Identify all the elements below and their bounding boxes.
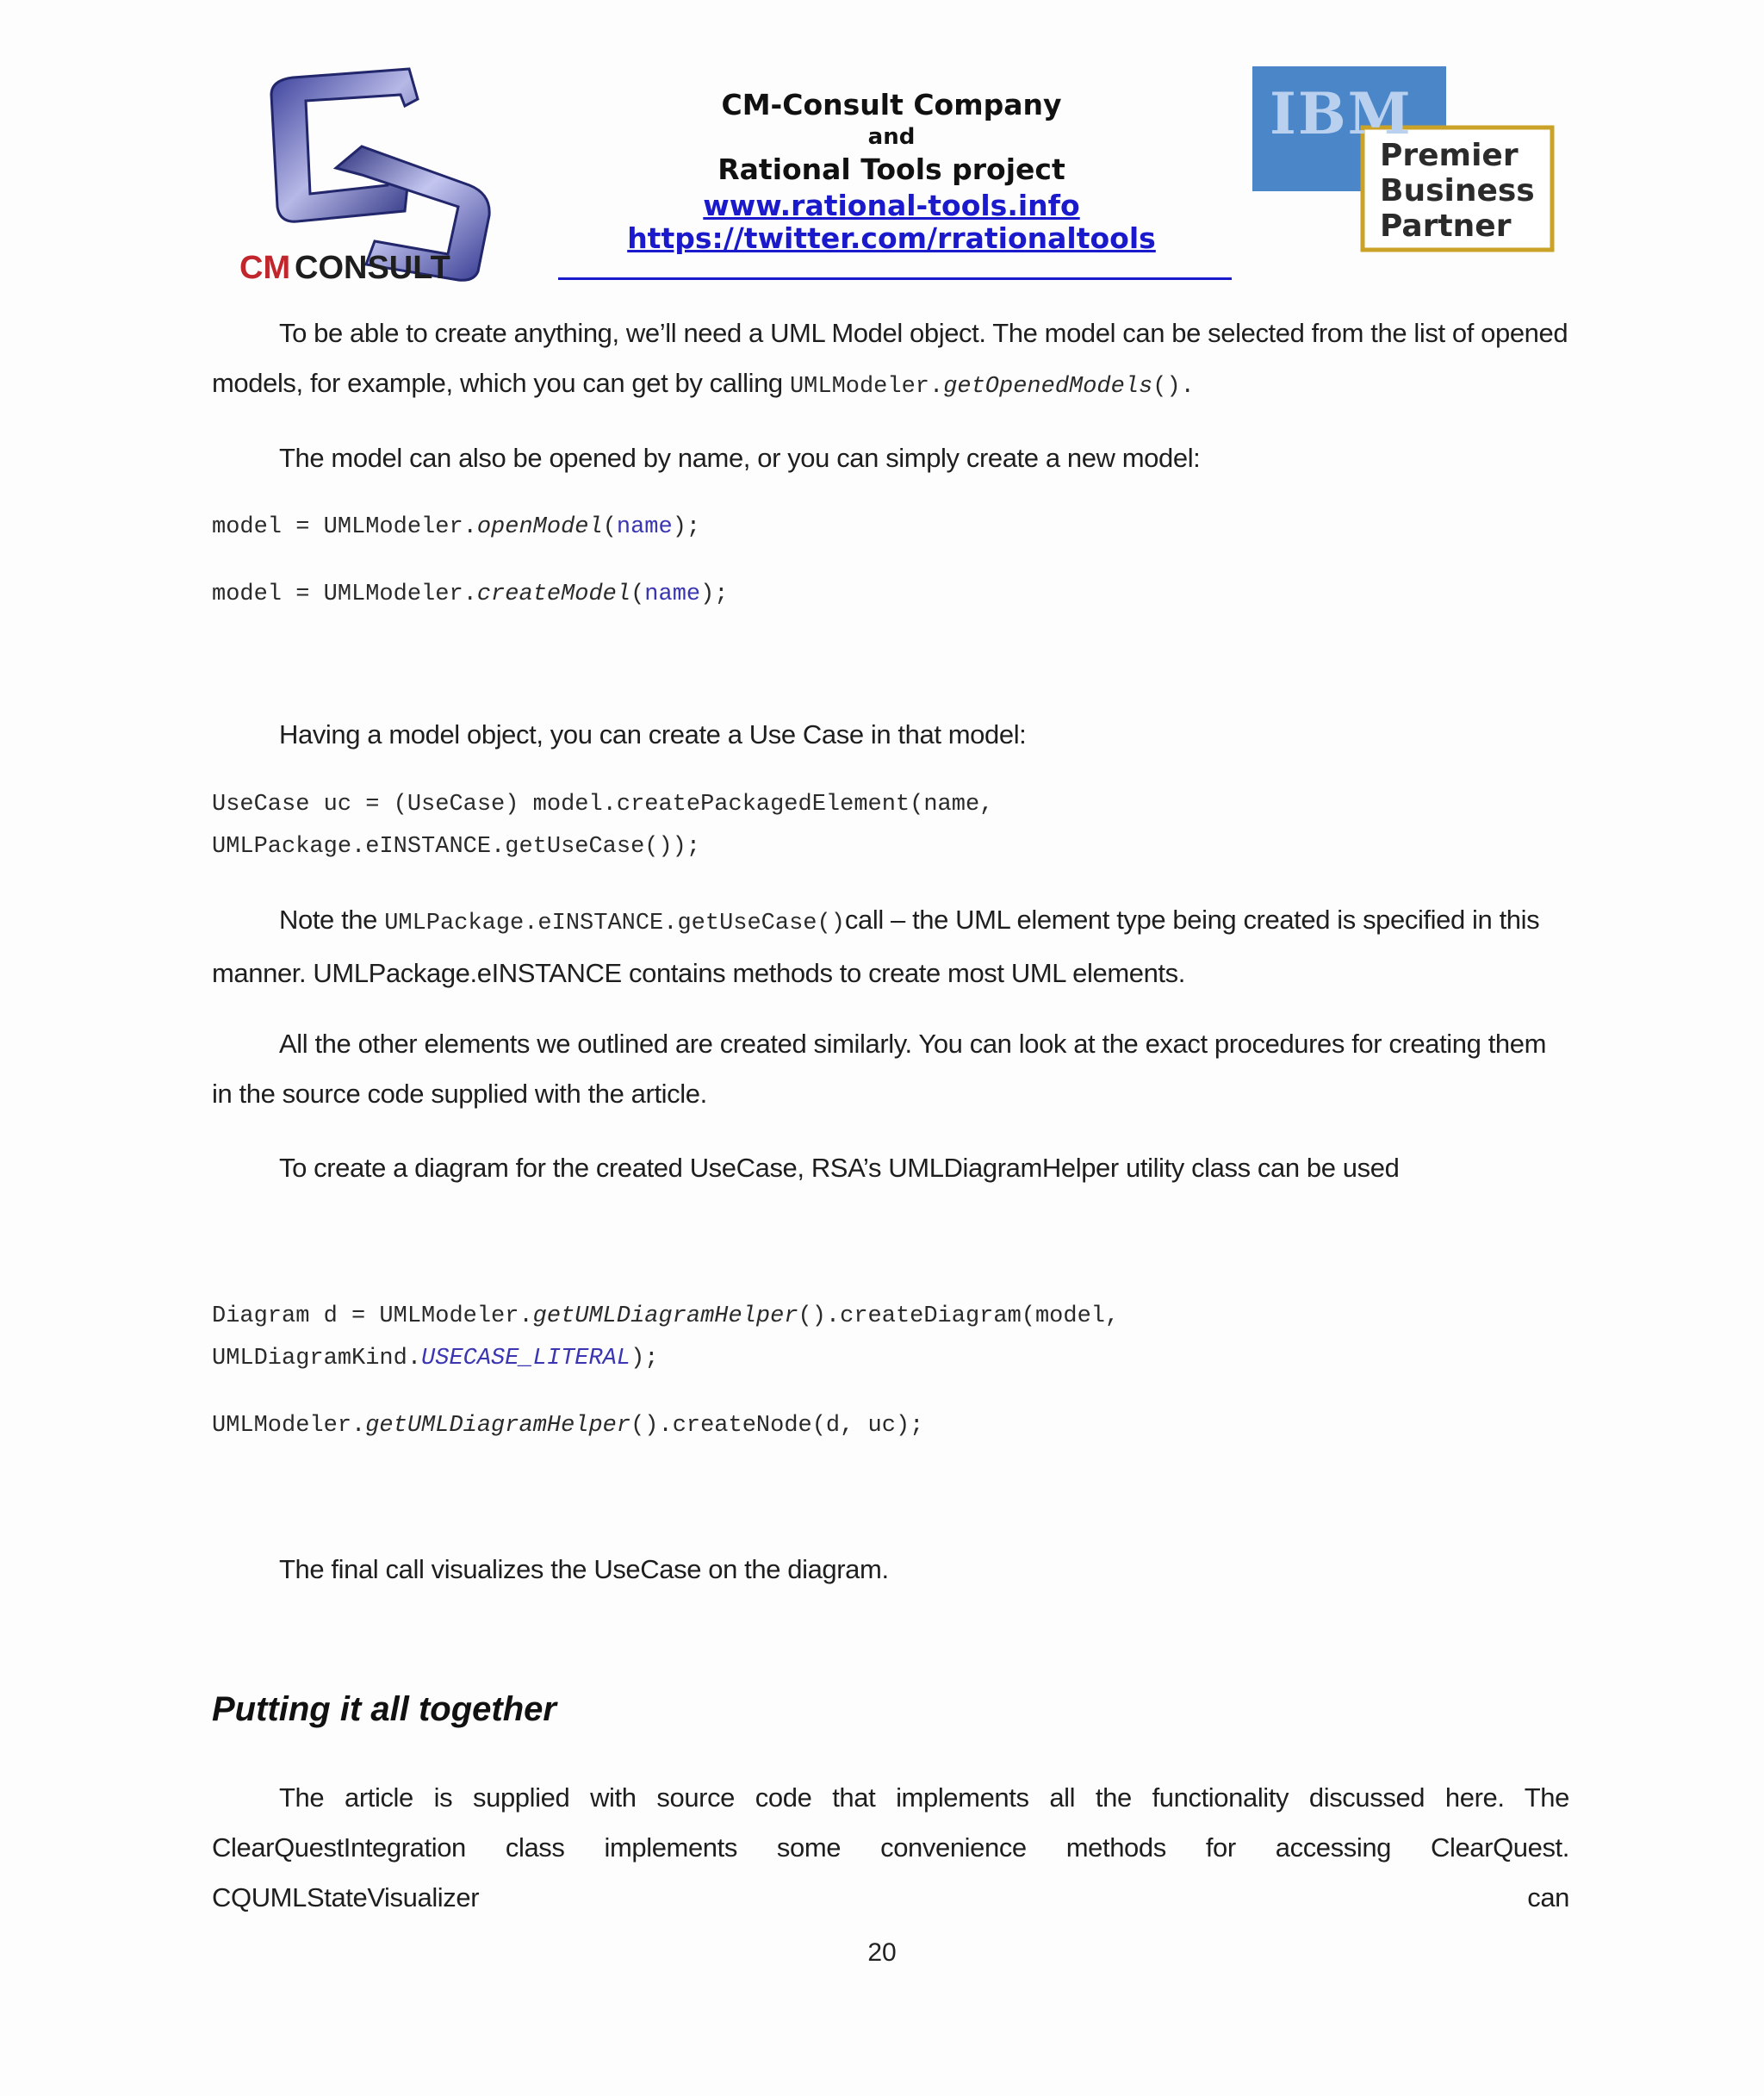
code-paren: ); — [700, 582, 729, 607]
code-create-node — [212, 1405, 923, 1447]
code-line: UseCase uc = (UseCase) model.createPackagedElement(name, — [212, 792, 994, 818]
code-line — [212, 1296, 1119, 1338]
cm-consult-logo — [233, 65, 543, 284]
code-text: UMLDiagramKind. — [212, 1346, 422, 1371]
svg-text:CONSULT: CONSULT — [295, 250, 450, 284]
paragraph-line: The article is supplied with source code that implements all the functionality discussed here. The — [279, 1782, 1569, 1813]
code-method: getUMLDiagramHelper — [365, 1413, 631, 1439]
header-divider — [558, 277, 1232, 280]
code-text: model = UMLModeler. — [212, 582, 477, 607]
code-create-model — [212, 574, 729, 616]
code-constant: USECASE_LITERAL — [421, 1346, 631, 1371]
code-method: openModel — [476, 514, 603, 540]
code-create-usecase — [212, 784, 993, 868]
twitter-link[interactable]: https://twitter.com/rrationaltools — [627, 221, 1156, 255]
paragraph-note-usecase — [212, 895, 1569, 998]
website-link[interactable]: www.rational-tools.info — [703, 189, 1080, 222]
code-line — [212, 1338, 1119, 1380]
paragraph-text: To be able to create anything, we’ll need a UML Model object. The model can be selected from the list of opened models, for example, which you can get by calling — [212, 318, 1568, 398]
company-name: CM-Consult Company — [721, 88, 1062, 121]
code-method: createModel — [476, 582, 631, 607]
code-text: model = UMLModeler. — [212, 514, 477, 540]
inline-code: UMLModeler. — [789, 374, 944, 400]
header-and: and — [867, 124, 916, 150]
ibm-partner-logo — [1251, 65, 1556, 256]
code-text: ().createDiagram(model, — [798, 1303, 1120, 1329]
partner-line-1: Premier — [1380, 138, 1519, 173]
code-paren: ( — [602, 514, 617, 540]
paragraph-create-usecase: Having a model object, you can create a Use Case in that model: — [279, 719, 1027, 749]
paragraph-model-object — [212, 308, 1569, 412]
code-text: UMLModeler. — [212, 1413, 366, 1439]
project-name: Rational Tools project — [717, 152, 1065, 186]
paragraph-final-call: The final call visualizes the UseCase on the diagram. — [279, 1554, 889, 1584]
paragraph-other-elements: All the other elements we outlined are created similarly. You can look at the exact procedures for creating them in the source code supplied with the article. — [212, 1029, 1547, 1109]
code-open-model — [212, 507, 700, 549]
document-header — [560, 86, 1223, 255]
cm-logo-label: CM — [239, 250, 291, 284]
code-param: name — [644, 582, 701, 607]
code-param: name — [616, 514, 673, 540]
code-text: ); — [630, 1346, 659, 1371]
code-line: UMLPackage.eINSTANCE.getUseCase()); — [212, 834, 701, 860]
code-create-diagram — [212, 1296, 1119, 1380]
code-paren: ); — [672, 514, 701, 540]
code-text: ().createNode(d, uc); — [630, 1413, 924, 1439]
code-text: Diagram d = UMLModeler. — [212, 1303, 533, 1329]
inline-code-method: getOpenedModels — [943, 374, 1153, 400]
paragraph-line: ClearQuestIntegration class implements some convenience methods for accessing ClearQuest. CQUMLStateVisualizer can — [212, 1832, 1569, 1913]
inline-code-tail: (). — [1152, 374, 1195, 400]
inline-code: UMLPackage.eINSTANCE.getUseCase() — [384, 911, 845, 936]
paragraph-diagram-helper: To create a diagram for the created UseCase, RSA’s UMLDiagramHelper utility class can be used — [279, 1153, 1400, 1183]
ibm-wordmark: IBM — [1270, 80, 1413, 147]
paragraph-text: call – the UML element type being created is specified in this manner. UMLPackage.eINSTANCE contains methods to create most UML elements. — [212, 905, 1540, 988]
svg-text:Business: Business — [1380, 173, 1535, 208]
paragraph-putting-together — [212, 1773, 1569, 1923]
code-paren: ( — [630, 582, 645, 607]
svg-text:Partner: Partner — [1380, 208, 1512, 244]
paragraph-text: Note the — [279, 905, 385, 935]
page-number: 20 — [867, 1938, 897, 1967]
section-heading: Putting it all together — [212, 1690, 556, 1728]
code-method: getUMLDiagramHelper — [532, 1303, 798, 1329]
paragraph-open-model: The model can also be opened by name, or you can simply create a new model: — [279, 443, 1201, 473]
